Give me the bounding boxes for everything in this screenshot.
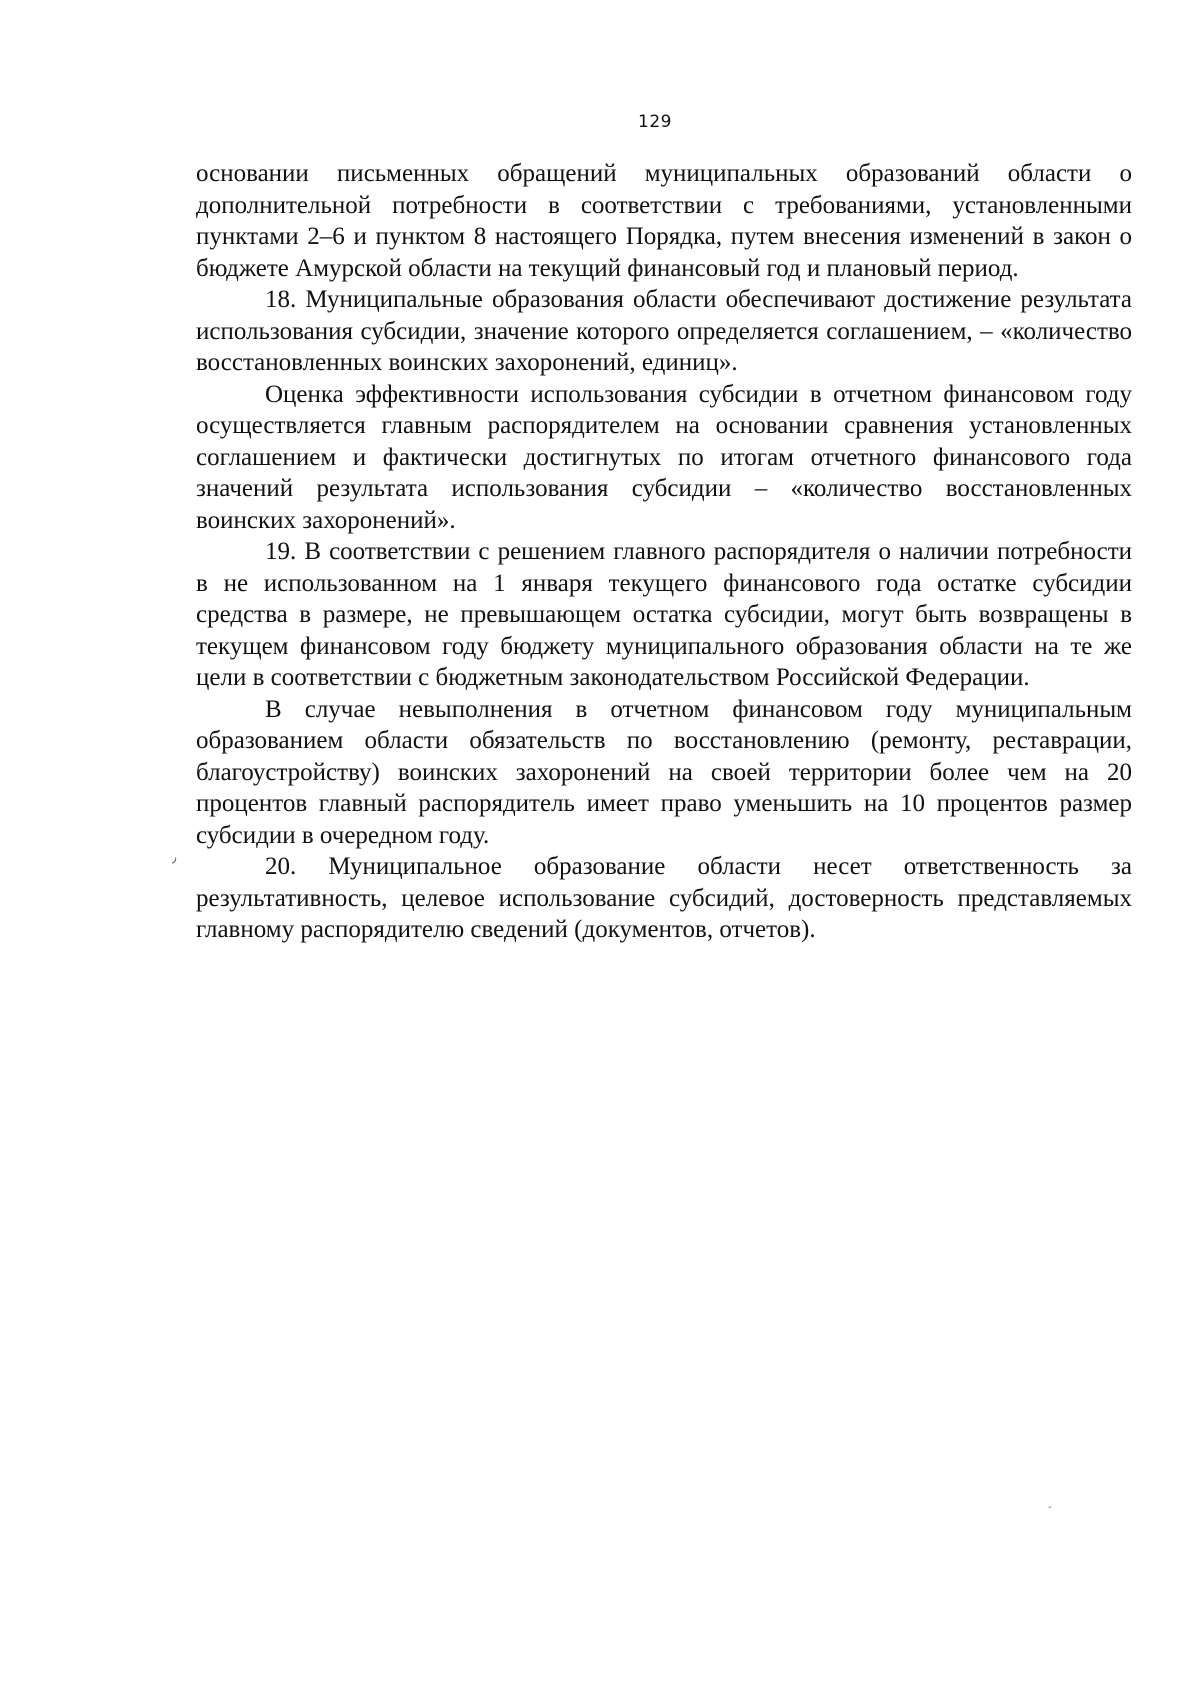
paragraph-18: 18. Муниципальные образования области обеспечивают достижение результата использования субсидии, значение которого определяется соглашением, – «количество восстановленных воинских захоронений, единиц». [196,286,1132,376]
paragraph-20: 20. Муниципальное образование области несет ответственность за результативность, целевое использование субсидий, достоверность представляемых главному распорядителю сведений (документов, отчетов). [196,853,1132,943]
paragraph-19: 19. В соответствии с решением главного распорядителя о наличии потребности в не использованном на 1 января текущего финансового года остатке субсидии средства в размере, не превышающем остатка субсидии, могут быть возвращены в текущем финансовом году бюджету муниципального образования области на те же цели в соответствии с бюджетным законодательством Российской Федерации. [196,538,1132,691]
scan-mark-left: ٫ [172,850,177,866]
paragraph-continuation: основании письменных обращений муниципальных образований области о дополнительной потребности в соответствии с требованиями, установленными пунктами 2–6 и пунктом 8 настоящего Порядка, путем внесения изменений в закон о бюджете Амурской области на текущий финансовый год и плановый период. [196,160,1132,282]
document-body [196,158,1132,946]
page-number: 129 [638,112,672,132]
scan-mark-bottom-right: - [1048,1502,1052,1513]
paragraph-nonperformance: В случае невыполнения в отчетном финансовом году муниципальным образованием области обязательств по восстановлению (ремонту, реставрации, благоустройству) воинских захоронений на своей территории более чем на 20 процентов главный распорядитель имеет право уменьшить на 10 процентов размер субсидии в очередном году. [196,695,1132,849]
paragraph-evaluation: Оценка эффективности использования субсидии в отчетном финансовом году осуществляется главным распорядителем на основании сравнения установленных соглашением и фактически достигнутых по итогам отчетного финансового года значений результата использования субсидии – «количество восстановленных воинских захоронений». [196,380,1132,534]
